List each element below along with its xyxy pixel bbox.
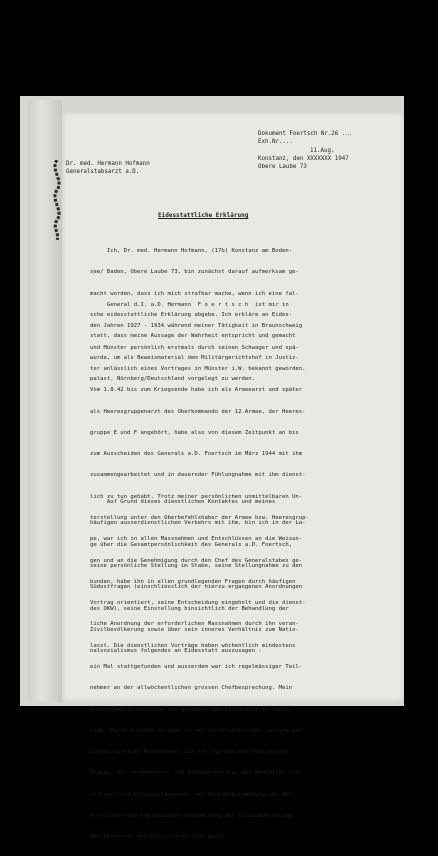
text-line: den Jahren 1927 - 1934 während meiner Tätigkeit in Braunschweig <box>90 323 303 330</box>
text-line: Truppe, der Verwundeten- und Krankenfürsorge der Wehrmacht ein- <box>90 770 303 777</box>
text-line: liche Anordnung der erforderlichen Massnahmen durch ihn veran- <box>90 621 299 628</box>
text-line: bunden, habe ihn in allen grundlegenden Fragen durch häufigen <box>90 578 296 585</box>
text-line: Arbeitsgebiet umfasste den gesamten Sanitätsdienst im Südost- <box>90 706 296 713</box>
text-line: und Münster persönlich erstmals durch seinen Schwager und spä- <box>90 344 299 351</box>
text-line: Steuerung aller Massnahmen, die für die Gesunderhaltung der <box>90 749 289 756</box>
text-line: der besetzten Gebiete erforderlich waren. <box>90 834 229 841</box>
text-line: Ich, Dr. med. Hermann Hofmann, (17b) Konstanz am Boden- <box>90 248 293 255</box>
text-line: häufigen ausserdienstlichen Verkehrs mit ihm, bin ich in der La- <box>90 520 306 527</box>
text-line: zusammengearbeitet und in dauernder Fühlungnahme mit ihm dienst- <box>90 472 306 479</box>
page-title: Eidesstattliche Erklärung <box>158 212 249 219</box>
date-day: 11.Aug. <box>310 148 335 154</box>
text-line: lich zu tun gehabt. Trotz meiner persönlichen unmittelbaren Un- <box>90 493 303 500</box>
text-line: terstellung unter den Oberbefehlshaber der Armee bzw. Heeresgrup- <box>90 515 309 521</box>
text-line: pe, war ich in allen Massnahmen und Entschlüssen an die Weisun- <box>90 536 303 543</box>
doc-reference: Dokument Foertsch Nr.26 ... <box>258 131 353 137</box>
text-line: wurde, um als Beweismaterial dem Militärgerichtshof in Justiz- <box>90 354 299 361</box>
text-line: raum. Meine Aufgabe bestand in der verantwortlichen Leitung und <box>90 727 303 734</box>
text-line: statt, dass meine Aussage der Wahrheit entspricht und gemacht <box>90 333 296 340</box>
text-line: gruppe E und F angehört, habe also von diesem Zeitpunkt an bis <box>90 429 299 436</box>
text-line: General d.I. a.D. Hermann F o e r t s c h ist mir in <box>90 302 289 309</box>
text-line: sche eidesstattliche Erklärung abgebe. Ich erkläre an Eides- <box>90 312 293 319</box>
sender-address: Obere Laube 73 <box>258 164 307 170</box>
text-line: gen und an die Genehmigung durch den Chef des Generalstabes ge- <box>90 557 303 564</box>
text-line: Zivilbevölkerung sowie über sein inneres Verhältnis zum Natio- <box>90 626 299 633</box>
binding-cord <box>48 160 66 240</box>
text-line: Vom 1.8.42 bis zum Kriegsende habe ich als Armeearzt und später <box>90 387 303 394</box>
text-line: lasst. Die dienstlichen Vorträge haben wöchentlich mindestens <box>90 642 296 649</box>
text-line: zum Ausscheiden des Generals a.D. Foertsch im März 1944 mit ihm <box>90 451 303 458</box>
text-line: ärztlichen und hygienischen Überwachung der Zivilbevölkerung <box>90 812 293 819</box>
text-line: macht worden, dass ich mich strafbar mache, wenn ich eine fal- <box>90 290 299 297</box>
text-line: Südostfragen (einschliesslich der hierzu ergangenen Anordnungen <box>90 584 303 591</box>
text-line: des OKW), seine Einstellung hinsichtlich der Behandlung der <box>90 605 289 612</box>
text-line: als Heeresgruppenarzt des Oberkommando der 12.Armee, der Heeres- <box>90 408 306 415</box>
text-line: ge über die Gesamtpersönlichkeit des Generals a.D. Foertsch, <box>90 541 293 548</box>
text-line: Auf Grund dieses dienstlichen Kontaktes und meines <box>90 499 276 506</box>
text-line: ein Mal stattgefunden und ausserdem war ich regelmässiger Teil- <box>90 663 303 670</box>
text-line: schliesslich Kriegsgefangenen, der Seuchenbekämpfung und der <box>90 791 293 798</box>
text-line: nehmer an der allwöchentlichen grossen Chefbesprechung. Mein <box>90 685 293 692</box>
text-line: seine persönliche Stellung im Stabe, seine Stellungnahme zu den <box>90 563 303 570</box>
text-line: see/ Baden, Obere Laube 73, bin zunächst darauf aufmerksam ge- <box>90 269 299 276</box>
text-line: palast, Nürnberg/Deutschland vorgelegt zu werden. <box>90 375 256 382</box>
author-rank: Generalstabsarzt a.D. <box>66 169 140 175</box>
paragraph-3 <box>90 485 306 669</box>
text-line: Vortrag orientiert, seine Entscheidung eingeholt und die dienst- <box>90 600 306 607</box>
text-line: ter anlässlich eines Vortrages in Münster i.W. bekannt geworden. <box>90 366 306 373</box>
exhibit-number: Exh.Nr.... <box>258 139 293 145</box>
text-line: nalsozialismus folgendes an Eidesstatt auszusagen : <box>90 648 262 655</box>
place-date: Konstanz, den XXXXXXX 1947 <box>258 156 349 162</box>
author-name: Dr. med. Hermann Hofmann <box>66 161 150 167</box>
